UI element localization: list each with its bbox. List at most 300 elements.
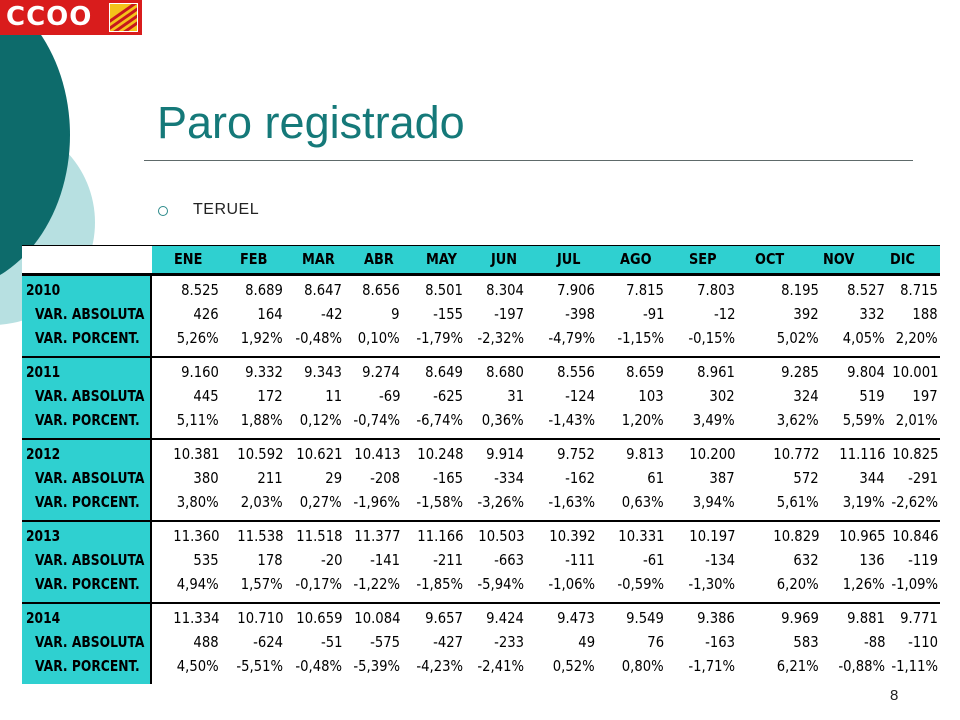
table-cell (254, 384, 283, 408)
table-cell (886, 360, 939, 384)
month-header: SEP (689, 250, 717, 268)
row-label: VAR. ABSOLUTA (35, 551, 145, 569)
cell-value: 9 (391, 305, 400, 323)
cell-value: 9.332 (245, 363, 283, 381)
cell-value: 7.815 (626, 281, 664, 299)
cell-value: 1,20% (622, 411, 664, 429)
cell-value: 11.360 (172, 527, 219, 545)
table-cell (706, 466, 735, 490)
table-cell (885, 490, 938, 514)
cell-value: 9.274 (362, 363, 400, 381)
cell-value: 8.556 (557, 363, 595, 381)
cell-value: -162 (565, 469, 595, 487)
table-cell (348, 442, 401, 466)
table-cell (471, 490, 524, 514)
cell-value: 632 (793, 551, 819, 569)
cell-value: -2,62% (891, 493, 938, 511)
table-cell (318, 548, 343, 572)
cell-value: 1,92% (241, 329, 283, 347)
table-cell (190, 302, 219, 326)
year-block (22, 438, 940, 520)
table-cell (429, 384, 463, 408)
table-cell (611, 572, 664, 596)
cell-value: 10.965 (838, 527, 885, 545)
table-cell (552, 360, 595, 384)
ccoo-logo (0, 0, 142, 35)
table-cell (767, 442, 820, 466)
row-label: VAR. PORCENT. (35, 657, 140, 675)
table-cell (481, 278, 524, 302)
table-cell (895, 278, 938, 302)
cell-value: -0,15% (688, 329, 735, 347)
cell-value: -0,59% (617, 575, 664, 593)
cell-value: 9.752 (557, 445, 595, 463)
pct-variation-row (22, 408, 940, 432)
abs-variation-row (22, 630, 940, 654)
cell-value: 2,03% (241, 493, 283, 511)
table-cell (790, 466, 819, 490)
abs-variation-row (22, 466, 940, 490)
table-cell (776, 606, 819, 630)
table-cell (190, 630, 219, 654)
cell-value: 3,19% (843, 493, 885, 511)
table-cell (640, 302, 665, 326)
cell-value: -42 (320, 305, 342, 323)
table-cell (542, 572, 595, 596)
cell-value: 9.343 (304, 363, 342, 381)
month-header: NOV (823, 250, 855, 268)
table-cell (231, 606, 284, 630)
table-cell (420, 606, 463, 630)
table-cell (895, 606, 938, 630)
cell-value: 8.659 (626, 363, 664, 381)
month-header: ABR (364, 250, 394, 268)
cell-value: 3,94% (693, 493, 735, 511)
month-header: ENE (174, 250, 203, 268)
cell-value: -1,09% (891, 575, 938, 593)
table-cell (481, 360, 524, 384)
cell-value: 8.304 (486, 281, 524, 299)
table-cell (635, 384, 664, 408)
row-label: VAR. ABSOLUTA (35, 387, 145, 405)
cell-value: 9.160 (181, 363, 219, 381)
cell-value: -2,32% (477, 329, 524, 347)
cell-value: 4,50% (177, 657, 219, 675)
unemployment-table (22, 245, 940, 684)
cell-value: -5,39% (353, 657, 400, 675)
cell-value: 8.649 (425, 363, 463, 381)
table-cell (230, 654, 283, 678)
cell-value: -427 (433, 633, 463, 651)
cell-value: -155 (433, 305, 463, 323)
table-cell (842, 278, 885, 302)
table-cell (683, 442, 736, 466)
table-cell (481, 606, 524, 630)
table-cell (687, 490, 735, 514)
cell-value: 332 (859, 305, 885, 323)
cell-value: 10.084 (353, 609, 400, 627)
row-label: VAR. PORCENT. (35, 493, 140, 511)
table-cell (645, 466, 664, 490)
row-label: 2013 (26, 527, 61, 545)
cell-value: 11 (325, 387, 342, 405)
table-cell (289, 326, 342, 350)
cell-value: 8.527 (847, 281, 885, 299)
table-cell (706, 384, 735, 408)
year-row (22, 278, 940, 302)
cell-value: 8.715 (900, 281, 938, 299)
cell-value: 29 (325, 469, 342, 487)
table-cell (240, 278, 283, 302)
table-cell (171, 326, 219, 350)
table-cell (366, 548, 400, 572)
month-header: OCT (755, 250, 785, 268)
cell-value: -663 (494, 551, 524, 569)
table-cell (683, 524, 736, 548)
table-cell (171, 490, 219, 514)
cell-value: 9.285 (781, 363, 819, 381)
cell-value: 10.829 (772, 527, 819, 545)
cell-value: 9.969 (781, 609, 819, 627)
row-label: VAR. PORCENT. (35, 575, 140, 593)
cell-value: 11.518 (295, 527, 342, 545)
table-cell (837, 326, 885, 350)
cell-value: 164 (257, 305, 283, 323)
table-cell (621, 606, 664, 630)
table-cell (429, 548, 463, 572)
abs-variation-row (22, 548, 940, 572)
table-cell (621, 360, 664, 384)
table-cell (856, 302, 885, 326)
table-cell (167, 442, 220, 466)
cell-value: 9.771 (900, 609, 938, 627)
cell-value: -5,51% (236, 657, 283, 675)
cell-value: 5,11% (177, 411, 219, 429)
cell-value: 535 (193, 551, 219, 569)
table-cell (357, 360, 400, 384)
row-label: VAR. ABSOLUTA (35, 469, 145, 487)
table-cell (231, 442, 284, 466)
cell-value: -1,58% (416, 493, 463, 511)
cell-value: 76 (647, 633, 664, 651)
cell-value: 8.501 (425, 281, 463, 299)
table-cell (254, 548, 283, 572)
table-cell (290, 442, 343, 466)
cell-value: 8.656 (362, 281, 400, 299)
table-cell (471, 654, 524, 678)
table-cell (547, 654, 595, 678)
month-header: JUL (557, 250, 581, 268)
cell-value: 197 (912, 387, 938, 405)
table-cell (890, 326, 938, 350)
table-cell (645, 630, 664, 654)
cell-value: 1,26% (843, 575, 885, 593)
row-label: 2012 (26, 445, 61, 463)
cell-value: 10.331 (617, 527, 664, 545)
cell-value: 5,02% (777, 329, 819, 347)
cell-value: 11.116 (838, 445, 885, 463)
cell-value: 302 (709, 387, 735, 405)
table-cell (429, 466, 463, 490)
cell-value: 7.906 (557, 281, 595, 299)
page-number: 8 (890, 687, 899, 704)
table-cell (832, 654, 885, 678)
cell-value: -20 (320, 551, 342, 569)
cell-value: 10.503 (477, 527, 524, 545)
table-cell (490, 466, 524, 490)
table-cell (190, 548, 219, 572)
cell-value: -12 (713, 305, 735, 323)
cell-value: 8.647 (304, 281, 342, 299)
cell-value: -163 (705, 633, 735, 651)
row-label: VAR. ABSOLUTA (35, 633, 145, 651)
cell-value: 5,26% (177, 329, 219, 347)
table-cell (842, 606, 885, 630)
table-cell (290, 524, 343, 548)
cell-value: -625 (433, 387, 463, 405)
cell-value: -165 (433, 469, 463, 487)
table-cell (254, 302, 283, 326)
table-cell (490, 302, 524, 326)
cell-value: -0,88% (838, 657, 885, 675)
cell-value: 0,27% (300, 493, 342, 511)
table-cell (909, 384, 938, 408)
table-cell (790, 548, 819, 572)
table-cell (682, 572, 735, 596)
cell-value: -398 (565, 305, 595, 323)
cell-value: -1,85% (416, 575, 463, 593)
table-cell (366, 630, 400, 654)
cell-value: 9.386 (697, 609, 735, 627)
table-cell (410, 572, 463, 596)
cell-value: 10.592 (236, 445, 283, 463)
table-cell (776, 360, 819, 384)
cell-value: 1,57% (241, 575, 283, 593)
cell-value: -119 (908, 551, 938, 569)
cell-value: -1,30% (688, 575, 735, 593)
cell-value: 9.473 (557, 609, 595, 627)
cell-value: 6,20% (777, 575, 819, 593)
cell-value: 0,80% (622, 657, 664, 675)
header-blank-cell (22, 246, 152, 273)
table-cell (481, 442, 524, 466)
cell-value: 49 (578, 633, 595, 651)
cell-value: 10.200 (688, 445, 735, 463)
cell-value: 9.881 (847, 609, 885, 627)
table-cell (323, 384, 342, 408)
year-block (22, 274, 940, 356)
table-cell (347, 572, 400, 596)
cell-value: 211 (257, 469, 283, 487)
table-header-row (22, 245, 940, 274)
cell-value: 10.197 (688, 527, 735, 545)
table-cell (357, 278, 400, 302)
cell-value: -211 (433, 551, 463, 569)
cell-value: -0,48% (295, 329, 342, 347)
cell-value: 31 (507, 387, 524, 405)
table-cell (561, 384, 595, 408)
table-cell (376, 384, 401, 408)
cell-value: 10.846 (891, 527, 938, 545)
cell-value: -69 (378, 387, 400, 405)
table-cell (885, 572, 938, 596)
table-cell (856, 548, 885, 572)
table-cell (420, 278, 463, 302)
cell-value: -0,17% (295, 575, 342, 593)
table-cell (885, 654, 938, 678)
table-cell (621, 278, 664, 302)
cell-value: -1,63% (548, 493, 595, 511)
table-cell (429, 630, 463, 654)
table-cell (682, 654, 735, 678)
cell-value: 445 (193, 387, 219, 405)
cell-value: 4,05% (843, 329, 885, 347)
table-cell (490, 630, 524, 654)
cell-value: 426 (193, 305, 219, 323)
cell-value: -0,48% (295, 657, 342, 675)
table-cell (692, 606, 735, 630)
table-cell (318, 630, 343, 654)
table-cell (611, 326, 664, 350)
cell-value: 188 (912, 305, 938, 323)
cell-value: -4,23% (416, 657, 463, 675)
table-cell (235, 326, 283, 350)
pct-variation-row (22, 490, 940, 514)
table-cell (240, 360, 283, 384)
table-cell (290, 606, 343, 630)
table-cell (842, 360, 885, 384)
cell-value: 9.804 (847, 363, 885, 381)
cell-value: 9.813 (626, 445, 664, 463)
abs-variation-row (22, 302, 940, 326)
cell-value: -2,41% (477, 657, 524, 675)
cell-value: 344 (859, 469, 885, 487)
table-cell (289, 572, 342, 596)
table-cell (612, 524, 665, 548)
table-cell (886, 524, 939, 548)
cell-value: 8.689 (245, 281, 283, 299)
row-label: 2014 (26, 609, 61, 627)
table-cell (171, 408, 219, 432)
cell-value: 5,61% (777, 493, 819, 511)
table-cell (420, 360, 463, 384)
cell-value: 136 (859, 551, 885, 569)
table-cell (235, 408, 283, 432)
table-cell (231, 524, 284, 548)
year-row (22, 524, 940, 548)
cell-value: -334 (494, 469, 524, 487)
cell-value: 2,01% (896, 411, 938, 429)
table-cell (235, 572, 283, 596)
cell-value: -1,06% (548, 575, 595, 593)
table-cell (318, 302, 343, 326)
table-cell (249, 630, 283, 654)
cell-value: -141 (370, 551, 400, 569)
cell-value: -3,26% (477, 493, 524, 511)
cell-value: 10.413 (353, 445, 400, 463)
table-cell (833, 524, 886, 548)
month-header: DIC (890, 250, 915, 268)
table-cell (687, 408, 735, 432)
cell-value: -575 (370, 633, 400, 651)
cell-value: 10.825 (891, 445, 938, 463)
year-row (22, 442, 940, 466)
table-cell (561, 548, 595, 572)
cell-value: 5,59% (843, 411, 885, 429)
table-cell (904, 630, 938, 654)
table-cell (348, 524, 401, 548)
table-cell (837, 490, 885, 514)
cell-value: -5,94% (477, 575, 524, 593)
cell-value: 0,52% (553, 657, 595, 675)
cell-value: 3,80% (177, 493, 219, 511)
table-cell (552, 278, 595, 302)
cell-value: 3,49% (693, 411, 735, 429)
cell-value: 10.001 (891, 363, 938, 381)
year-row (22, 360, 940, 384)
cell-value: 10.621 (295, 445, 342, 463)
table-cell (411, 524, 464, 548)
table-cell (190, 384, 219, 408)
table-cell (682, 326, 735, 350)
cell-value: 9.549 (626, 609, 664, 627)
table-cell (552, 606, 595, 630)
cell-value: 572 (793, 469, 819, 487)
year-row (22, 606, 940, 630)
table-cell (190, 466, 219, 490)
table-cell (771, 326, 819, 350)
cell-value: -1,15% (617, 329, 664, 347)
cell-value: -1,96% (353, 493, 400, 511)
cell-value: -291 (908, 469, 938, 487)
month-header: FEB (240, 250, 268, 268)
table-cell (347, 654, 400, 678)
table-cell (390, 302, 400, 326)
table-cell (904, 466, 938, 490)
cell-value: 324 (793, 387, 819, 405)
cell-value: 10.772 (772, 445, 819, 463)
table-cell (790, 302, 819, 326)
table-cell (790, 384, 819, 408)
cell-value: 392 (793, 305, 819, 323)
cell-value: 9.914 (486, 445, 524, 463)
cell-value: -6,74% (416, 411, 463, 429)
title-divider (144, 160, 913, 161)
table-cell (904, 548, 938, 572)
table-cell (347, 408, 400, 432)
cell-value: -208 (370, 469, 400, 487)
cell-value: 8.961 (697, 363, 735, 381)
cell-value: 178 (257, 551, 283, 569)
table-cell (167, 606, 220, 630)
cell-value: 172 (257, 387, 283, 405)
cell-value: -88 (863, 633, 885, 651)
cell-value: 488 (193, 633, 219, 651)
cell-value: 61 (647, 469, 664, 487)
table-cell (542, 326, 595, 350)
table-cell (833, 442, 886, 466)
table-cell (289, 654, 342, 678)
table-cell (621, 442, 664, 466)
cell-value: 387 (709, 469, 735, 487)
table-cell (410, 326, 463, 350)
subtitle: TERUEL (193, 201, 260, 218)
page-title: Paro registrado (157, 97, 465, 148)
table-cell (429, 302, 463, 326)
row-label: 2010 (26, 281, 61, 299)
cell-value: 6,21% (777, 657, 819, 675)
table-cell (640, 548, 665, 572)
